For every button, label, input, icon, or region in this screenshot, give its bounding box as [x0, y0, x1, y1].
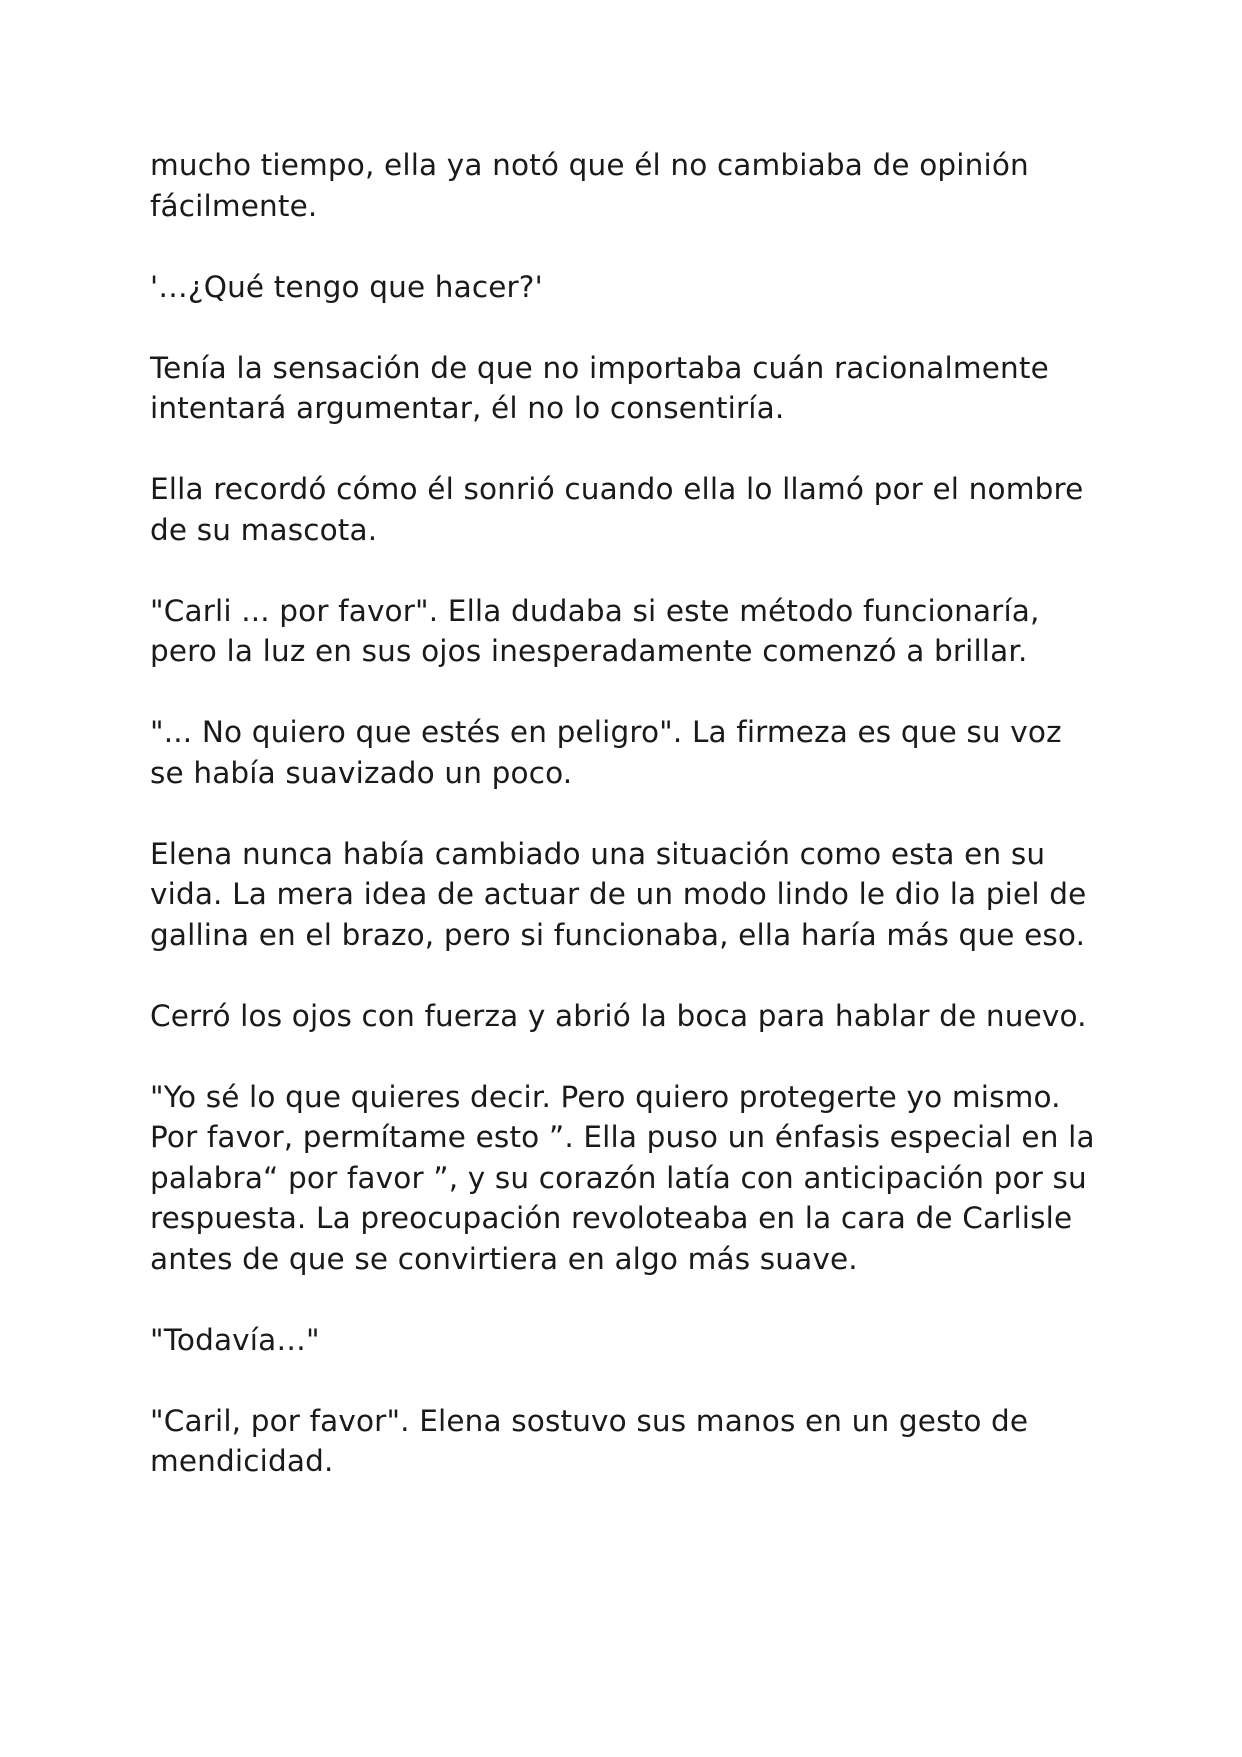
- paragraph: [150, 1320, 1090, 1361]
- text-line: Por favor, permítame esto ”. Ella puso un énfasis especial en la: [150, 1120, 1095, 1154]
- text-line: antes de que se convirtiera en algo más suave.: [150, 1241, 858, 1276]
- paragraph: [150, 712, 1090, 793]
- paragraph: [150, 996, 1090, 1037]
- text-line: Ella recordó cómo él sonrió cuando ella lo llamó por el nombre: [150, 472, 1084, 506]
- paragraph: [150, 1401, 1090, 1482]
- text-line: "Todavía…": [150, 1322, 320, 1357]
- text-line: '…¿Qué tengo que hacer?': [150, 269, 543, 304]
- text-line: de su mascota.: [150, 512, 378, 547]
- text-line: gallina en el brazo, pero si funcionaba, ella haría más que eso.: [150, 917, 1086, 952]
- paragraph: [150, 834, 1090, 956]
- paragraph: [150, 145, 1090, 226]
- text-line: Cerró los ojos con fuerza y abrió la boca para hablar de nuevo.: [150, 998, 1087, 1033]
- text-line: vida. La mera idea de actuar de un modo lindo le dio la piel de: [150, 877, 1087, 911]
- text-line: palabra“ por favor ”, y su corazón latía con anticipación por su: [150, 1160, 1087, 1195]
- text-line: Tenía la sensación de que no importaba cuán racionalmente: [150, 350, 1049, 385]
- text-line: fácilmente.: [150, 188, 318, 223]
- text-line: intentará argumentar, él no lo consentiría.: [150, 391, 785, 425]
- paragraph: [150, 267, 1090, 308]
- text-line: respuesta. La preocupación revoloteaba en la cara de Carlisle: [150, 1201, 1073, 1235]
- paragraph: [150, 1077, 1095, 1280]
- text-line: se había suavizado un poco.: [150, 755, 573, 790]
- text-line: Elena nunca había cambiado una situación como esta en su: [150, 836, 1046, 871]
- text-line: mucho tiempo, ella ya notó que él no cambiaba de opinión: [150, 148, 1029, 182]
- paragraph: [150, 469, 1090, 550]
- text-line: "Carli ... por favor". Ella dudaba si este método funcionaría,: [150, 593, 1040, 628]
- text-line: "Yo sé lo que quieres decir. Pero quiero protegerte yo mismo.: [150, 1079, 1061, 1114]
- paragraph: [150, 591, 1090, 672]
- text-line: pero la luz en sus ojos inesperadamente comenzó a brillar.: [150, 634, 1028, 668]
- paragraph: [150, 348, 1090, 429]
- text-line: "... No quiero que estés en peligro". La firmeza es que su voz: [150, 715, 1062, 749]
- body-text: [150, 145, 1095, 1522]
- text-line: "Caril, por favor". Elena sostuvo sus manos en un gesto de: [150, 1403, 1029, 1438]
- text-line: mendicidad.: [150, 1444, 334, 1478]
